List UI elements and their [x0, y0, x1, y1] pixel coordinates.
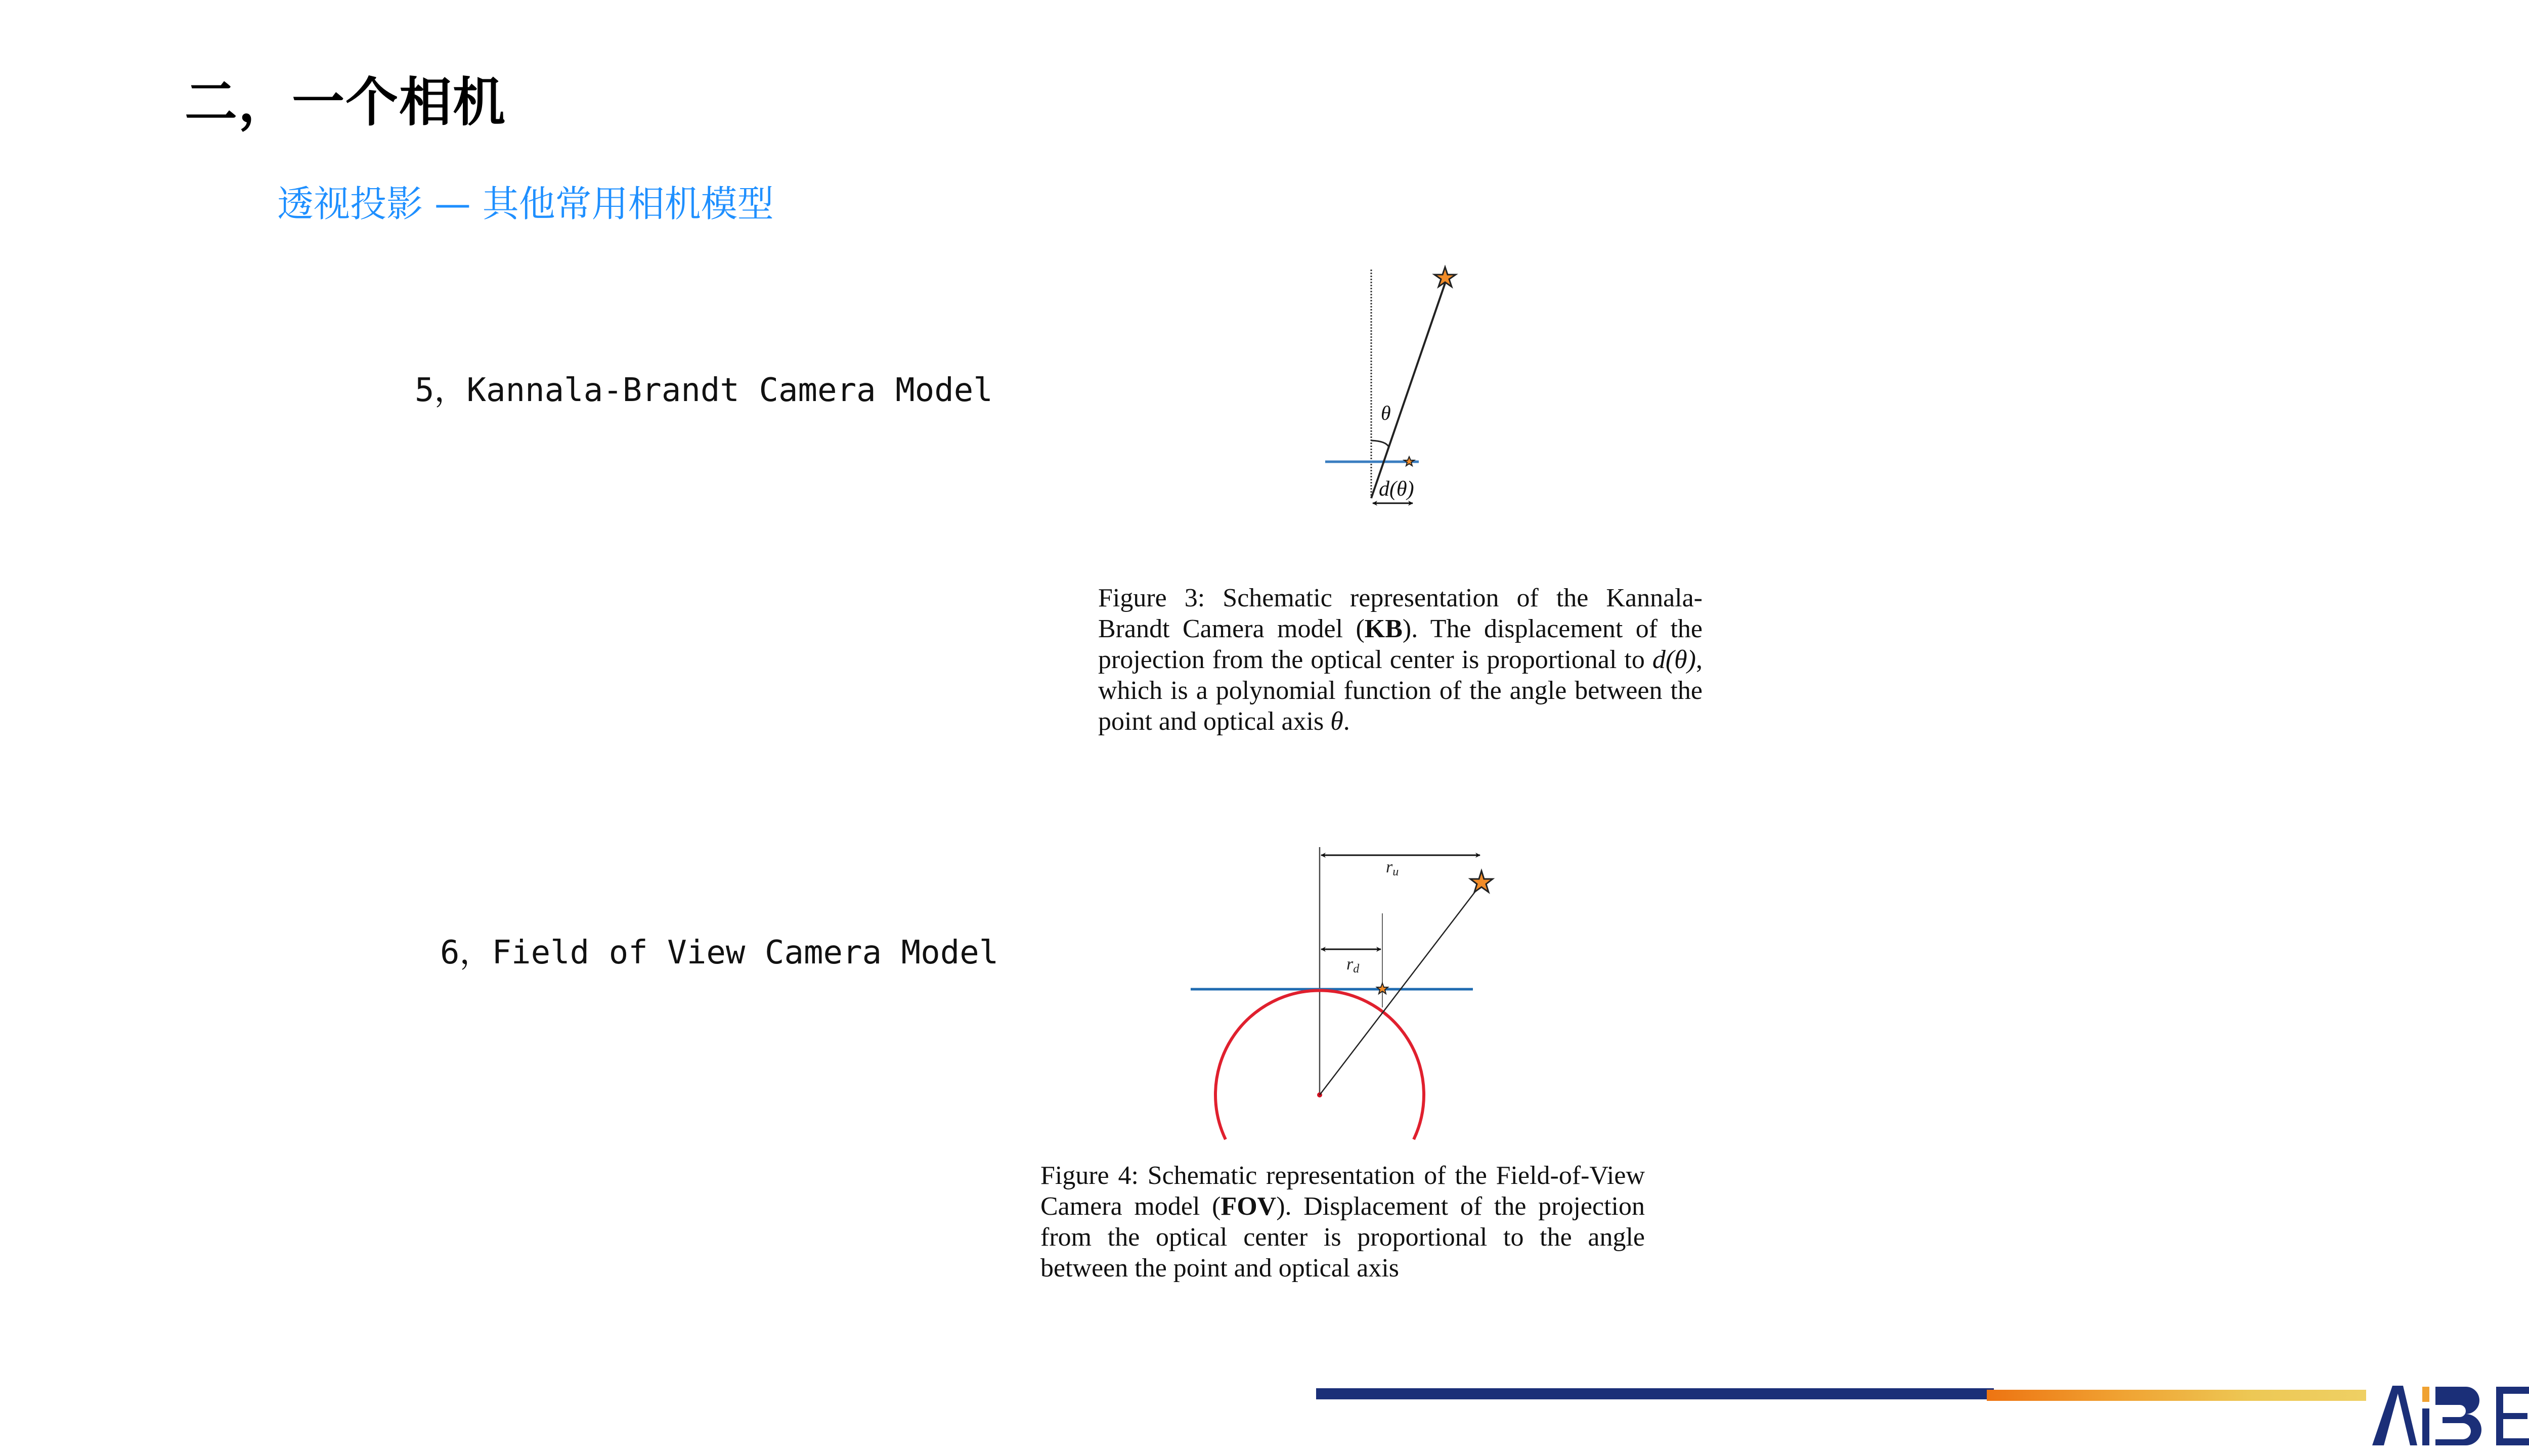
caption-text: Figure 3: Schematic representation of the Kannala-Brandt Camera model (	[1098, 584, 1703, 643]
theta-label: θ	[1381, 402, 1391, 424]
kb-figure-caption	[1098, 583, 1703, 737]
aibee-logo	[2370, 1381, 2529, 1451]
caption-text: Figure 4: Schematic representation of the Field-of-View Camera model (	[1040, 1161, 1645, 1221]
fov-figure-caption	[1040, 1160, 1645, 1284]
footer-bar-orange	[1987, 1390, 2366, 1401]
caption-text: ). The displacement of the projection from the optical center is proportional to	[1098, 614, 1703, 674]
ray	[1371, 283, 1445, 498]
footer-bar-navy	[1316, 1388, 1994, 1399]
caption-text: .	[1343, 707, 1350, 736]
kb-model-label: 5，Kannala-Brandt Camera Model	[415, 372, 993, 409]
slide-title: 二，一个相机	[185, 71, 507, 133]
kb-figure	[1325, 267, 1456, 503]
slide-subtitle: 透视投影 — 其他常用相机模型	[277, 183, 774, 225]
caption-text: , which is a polynomial function of the angle between the point and optical axis	[1098, 645, 1703, 736]
caption-text: ). Displacement of the projection from the optical center is proportional to the angle between the point and optical axis	[1040, 1192, 1645, 1283]
caption-abbrev: KB	[1364, 614, 1403, 643]
fov-figure	[1191, 847, 1493, 1139]
caption-math: θ	[1330, 707, 1343, 736]
ru-label: ru	[1386, 858, 1399, 878]
angle-arc	[1371, 440, 1389, 447]
star-icon	[1470, 871, 1493, 892]
caption-math: d(θ)	[1652, 645, 1696, 674]
fov-model-label: 6，Field of View Camera Model	[440, 934, 999, 972]
projected-star-icon	[1404, 457, 1414, 466]
caption-abbrev: FOV	[1220, 1192, 1277, 1221]
d-theta-label: d(θ)	[1379, 477, 1414, 501]
rd-label: rd	[1346, 955, 1360, 976]
